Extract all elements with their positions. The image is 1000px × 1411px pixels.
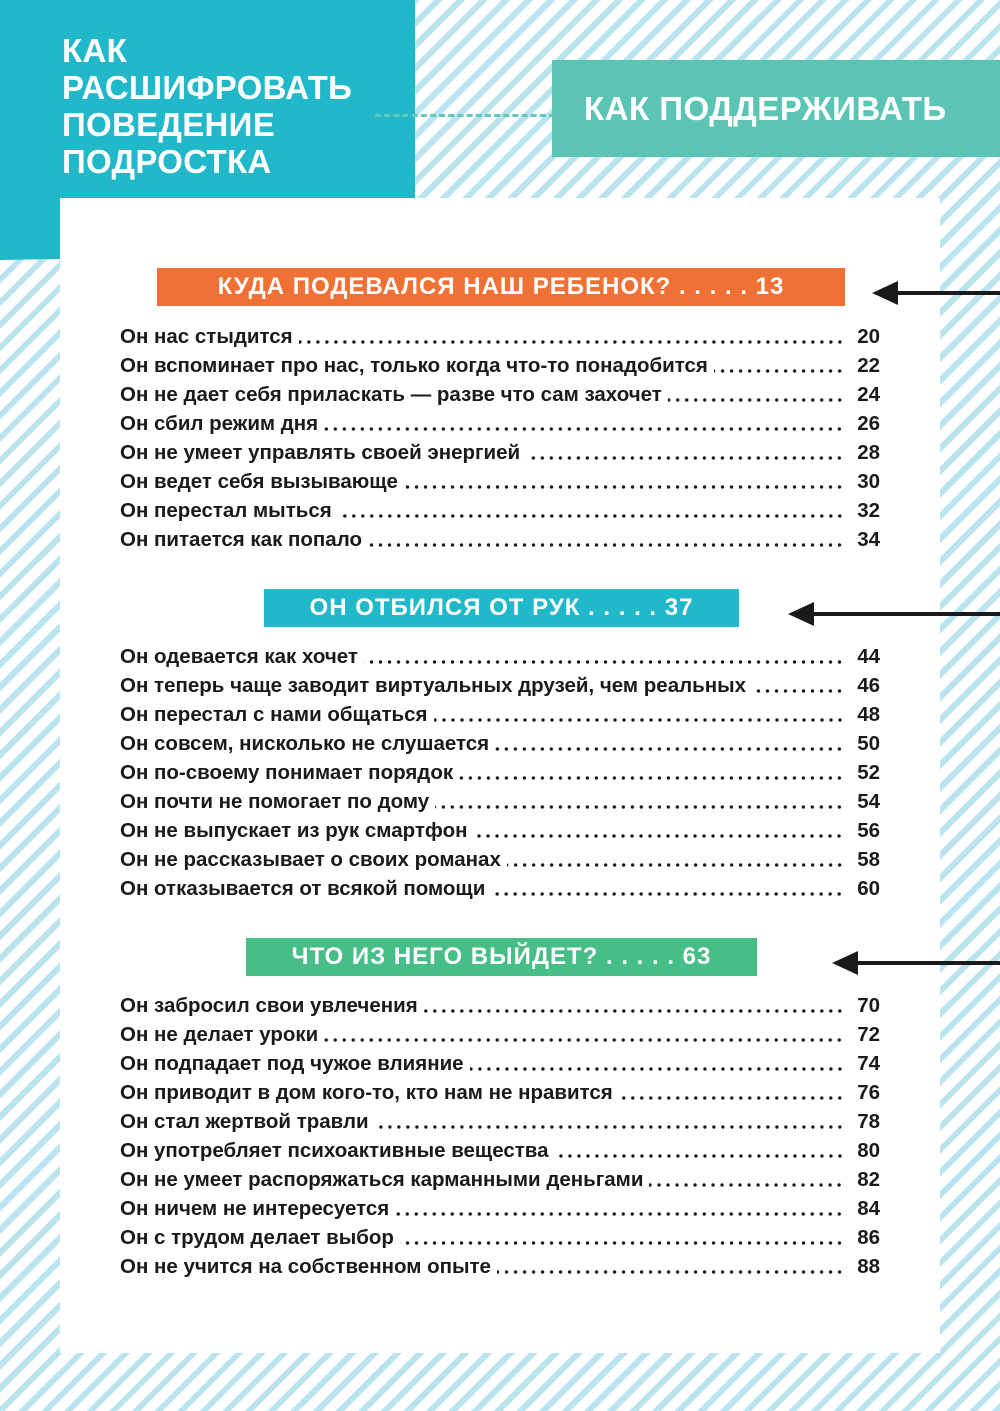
arrow-left-icon: [788, 594, 1000, 634]
toc-item-page: 52: [857, 761, 880, 784]
toc-item-page: 82: [857, 1168, 880, 1191]
toc-item-page: 32: [857, 499, 880, 522]
toc-item-title: Он употребляет психоактивные вещества: [120, 1139, 549, 1162]
dot-leader: [395, 1212, 844, 1216]
toc-item[interactable]: [120, 1020, 880, 1049]
dot-leader: [375, 1125, 844, 1129]
toc-item[interactable]: [120, 1194, 880, 1223]
toc-item[interactable]: [120, 1223, 880, 1252]
toc-item-page: 72: [857, 1023, 880, 1046]
title-line: КАК: [62, 31, 128, 69]
chapter-heading-text: ОН ОТБИЛСЯ ОТ РУК . . . . . 37: [309, 594, 694, 621]
toc-item[interactable]: [120, 467, 880, 496]
toc-item-title: Он сбил режим дня: [120, 412, 319, 435]
toc-item-title: Он совсем, нисколько не слушается: [120, 732, 490, 755]
chapter-heading-text: КУДА ПОДЕВАЛСЯ НАШ РЕБЕНОК? . . . . . 13: [217, 273, 785, 300]
chapter-header[interactable]: [264, 589, 739, 627]
chapter-header[interactable]: [157, 268, 845, 306]
toc-item-title: Он не учится на собственном опыте: [120, 1255, 491, 1278]
toc-item-page: 60: [857, 877, 880, 900]
arrow-left-icon: [832, 943, 1000, 983]
toc-item-page: 50: [857, 732, 880, 755]
toc-item[interactable]: [120, 409, 880, 438]
toc-item-page: 44: [857, 645, 880, 668]
toc-item-title: Он не умеет распоряжаться карманными деньгами: [120, 1168, 644, 1191]
toc-item[interactable]: [120, 1078, 880, 1107]
toc-item[interactable]: [120, 525, 880, 554]
dot-leader: [495, 747, 844, 751]
dot-leader: [400, 1241, 844, 1245]
toc-item-title: Он не умеет управлять своей энергией: [120, 441, 521, 464]
toc-item-page: 22: [857, 354, 880, 377]
dot-leader: [507, 863, 844, 867]
toc-item-page: 30: [857, 470, 880, 493]
dot-leader: [299, 340, 844, 344]
dot-leader: [555, 1154, 844, 1158]
toc-item-title: Он нас стыдится: [120, 325, 293, 348]
toc-item-page: 58: [857, 848, 880, 871]
toc-item-title: Он отказывается от всякой помощи: [120, 877, 486, 900]
dot-leader: [619, 1096, 844, 1100]
toc-item-page: 34: [857, 528, 880, 551]
toc-item-title: Он перестал мыться: [120, 499, 332, 522]
toc-item-page: 76: [857, 1081, 880, 1104]
toc-item-page: 54: [857, 790, 880, 813]
dot-leader: [404, 485, 844, 489]
dot-leader: [668, 398, 844, 402]
toc-item-title: Он теперь чаще заводит виртуальных друзей, чем реальных: [120, 674, 747, 697]
toc-item-page: 86: [857, 1226, 880, 1249]
toc-item[interactable]: [120, 351, 880, 380]
chapter-header[interactable]: [246, 938, 757, 976]
toc-item[interactable]: [120, 845, 880, 874]
toc-item-title: Он одевается как хочет: [120, 645, 358, 668]
toc-item-title: Он подпадает под чужое влияние: [120, 1052, 464, 1075]
toc-item[interactable]: [120, 671, 880, 700]
toc-item-page: 88: [857, 1255, 880, 1278]
toc-list: [120, 991, 880, 1281]
dot-leader: [368, 543, 844, 547]
toc-item-page: 74: [857, 1052, 880, 1075]
toc-item-title: Он вспоминает про нас, только когда что-то понадобится: [120, 354, 708, 377]
toc-item-title: Он приводит в дом кого-то, кто нам не нравится: [120, 1081, 613, 1104]
toc-item[interactable]: [120, 1252, 880, 1281]
toc-item-page: 56: [857, 819, 880, 842]
toc-item-page: 84: [857, 1197, 880, 1220]
toc-item[interactable]: [120, 1136, 880, 1165]
title-line: ПОВЕДЕНИЕ: [62, 105, 276, 143]
toc-item-title: Он по-своему понимает порядок: [120, 761, 454, 784]
toc-item-title: Он питается как попало: [120, 528, 362, 551]
main-title: [62, 32, 415, 180]
arrow-left-icon: [872, 273, 1000, 313]
dot-leader: [649, 1183, 844, 1187]
toc-item-title: Он не делает уроки: [120, 1023, 319, 1046]
toc-item-page: 48: [857, 703, 880, 726]
toc-item[interactable]: [120, 874, 880, 903]
dot-leader: [473, 834, 844, 838]
dot-leader: [338, 514, 844, 518]
dot-leader: [470, 1067, 844, 1071]
toc-item-title: Он забросил свои увлечения: [120, 994, 418, 1017]
toc-item[interactable]: [120, 991, 880, 1020]
title-line: РАСШИФРОВАТЬ: [62, 68, 353, 106]
toc-item[interactable]: [120, 787, 880, 816]
toc-item-title: Он стал жертвой травли: [120, 1110, 369, 1133]
toc-item[interactable]: [120, 642, 880, 671]
toc-item[interactable]: [120, 729, 880, 758]
title-line: ПОДРОСТКА: [62, 142, 272, 180]
toc-item-title: Он перестал с нами общаться: [120, 703, 428, 726]
dot-leader: [491, 892, 844, 896]
toc-item-page: 28: [857, 441, 880, 464]
section-title: КАК ПОДДЕРЖИВАТЬ: [584, 89, 947, 127]
toc-item-page: 26: [857, 412, 880, 435]
dot-leader: [434, 718, 845, 722]
toc-item-page: 80: [857, 1139, 880, 1162]
toc-item[interactable]: [120, 700, 880, 729]
toc-list: [120, 642, 880, 903]
toc-item-title: Он почти не помогает по дому: [120, 790, 430, 813]
toc-item[interactable]: [120, 1049, 880, 1078]
toc-item-title: Он не рассказывает о своих романах: [120, 848, 501, 871]
dot-leader: [364, 660, 844, 664]
toc-item-page: 46: [857, 674, 880, 697]
dot-leader: [714, 369, 844, 373]
dot-leader: [424, 1009, 844, 1013]
dashed-connector: [375, 114, 555, 117]
toc-item[interactable]: [120, 322, 880, 351]
toc-item[interactable]: [120, 380, 880, 409]
toc-list: [120, 322, 880, 554]
dot-leader: [459, 776, 844, 780]
toc-item-title: Он не дает себя приласкать — разве что сам захочет: [120, 383, 662, 406]
toc-item-title: Он не выпускает из рук смартфон: [120, 819, 468, 842]
chapter-heading-text: ЧТО ИЗ НЕГО ВЫЙДЕТ? . . . . . 63: [291, 943, 712, 970]
toc-item[interactable]: [120, 1165, 880, 1194]
toc-item-page: 20: [857, 325, 880, 348]
dot-leader: [435, 805, 844, 809]
toc-item[interactable]: [120, 816, 880, 845]
dot-leader: [497, 1270, 844, 1274]
toc-item-title: Он ведет себя вызывающе: [120, 470, 398, 493]
dot-leader: [526, 456, 844, 460]
toc-item-page: 70: [857, 994, 880, 1017]
toc-item[interactable]: [120, 1107, 880, 1136]
dot-leader: [324, 1038, 844, 1042]
dot-leader: [752, 689, 844, 693]
dot-leader: [324, 427, 844, 431]
section-badge: [552, 60, 1000, 157]
toc-item-page: 78: [857, 1110, 880, 1133]
toc-item[interactable]: [120, 758, 880, 787]
toc-item[interactable]: [120, 438, 880, 467]
toc-item[interactable]: [120, 496, 880, 525]
toc-item-title: Он ничем не интересуется: [120, 1197, 390, 1220]
toc-item-page: 24: [857, 383, 880, 406]
toc-item-title: Он с трудом делает выбор: [120, 1226, 394, 1249]
